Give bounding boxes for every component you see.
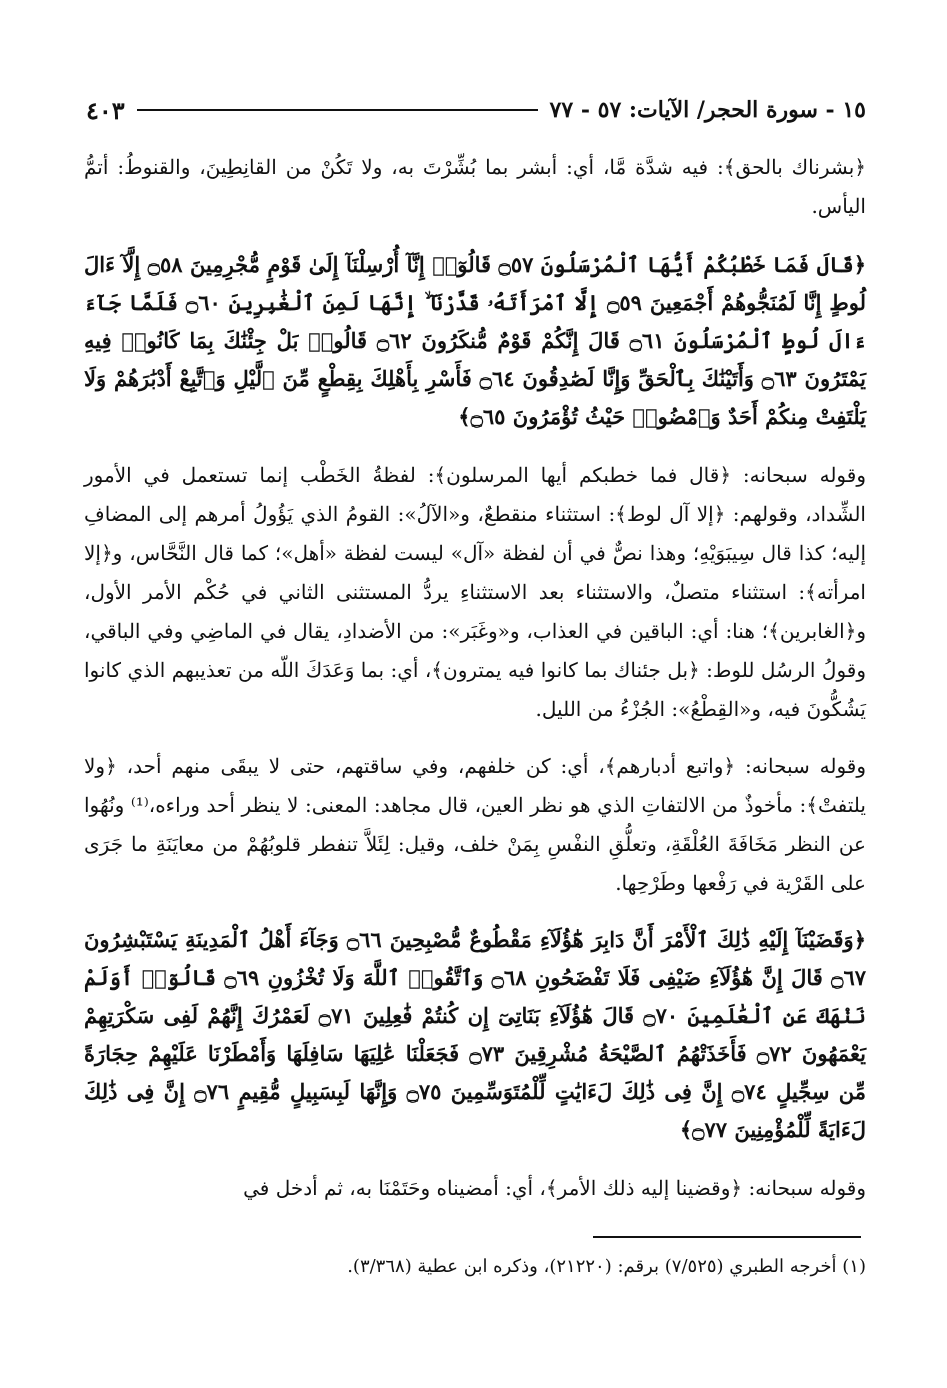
main-text [84,148,866,1226]
header-rule [137,109,538,111]
commentary-paragraph: وقوله سبحانه: ﴿قال فما خطبكم أيها المرسلون﴾: لفظةُ الخَطْب إنما تستعمل في الأمور الشِّداد، وقولهم: ﴿إلا آل لوط﴾: استثناء منقطعٌ، و«الآلُ»: القومُ الذي يَؤُولُ أمرهم إلى المضافِ إليه؛ كذا قال سِيبَوَيْهِ؛ وهذا نصٌّ في أن لفظة «آل» ليست لفظة «أهل»؛ كما قال النَّحَّاس، و﴿إلا امرأته﴾: استثناء متصلٌ، والاستثناء بعد الاستثناءِ يردُّ المستثنى الثاني في حُكْم الأمر الأول، و﴿الغابرين﴾؛ هنا: أي: الباقين في العذاب، و«وغَبَر»: من الأضدادِ، يقال في الماضِي وفي الباقي، وقولُ الرسُل للوط: ﴿بل جئناك بما كانوا فيه يمترون﴾، أي: بما وَعَدَكَ اللّه من تعذيبهم الذي كانوا يَشُكُّونَ فيه، و«القِطْعُ»: الجُزْءُ من الليل. [84,463,866,721]
quran-verses-block: ﴿وَقَضَيْنَآ إِلَيْهِ ذَٰلِكَ ٱلْأَمْرَ أَنَّ دَابِرَ هَٰٓؤُلَآءِ مَقْطُوعٌ مُّصْبِحِينَ ۝٦٦ وَجَآءَ أَهْلُ ٱلْمَدِينَةِ يَسْتَبْشِرُونَ ۝٦٧ قَالَ إِنَّ هَٰٓؤُلَآءِ ضَيْفِى فَلَا تَفْضَحُونِ ۝٦٨ وَٱتَّقُوا۟ ٱللَّهَ وَلَا تُخْزُونِ ۝٦٩ قَالُوٓا۟ أَوَلَمْ نَنْهَكَ عَنِ ٱلْعَٰلَمِينَ ۝٧٠ قَالَ هَٰٓؤُلَآءِ بَنَاتِىٓ إِن كُنتُمْ فَٰعِلِينَ ۝٧١ لَعَمْرُكَ إِنَّهُمْ لَفِى سَكْرَتِهِمْ يَعْمَهُونَ ۝٧٢ فَأَخَذَتْهُمُ ٱلصَّيْحَةُ مُشْرِقِينَ ۝٧٣ فَجَعَلْنَا عَٰلِيَهَا سَافِلَهَا وَأَمْطَرْنَا عَلَيْهِمْ حِجَارَةً مِّن سِجِّيلٍ ۝٧٤ إِنَّ فِى ذَٰلِكَ لَءَايَٰتٍ لِّلْمُتَوَسِّمِينَ ۝٧٥ وَإِنَّهَا لَبِسَبِيلٍ مُّقِيمٍ ۝٧٦ إِنَّ فِى ذَٰلِكَ لَءَايَةً لِّلْمُؤْمِنِينَ ۝٧٧﴾ [84,927,867,1142]
running-header [86,92,866,128]
footnote: (١) أخرجه الطبري (٧/٥٢٥) برقم: (٢١٢٢٠)، وذكره ابن عطية (٣/٣٦٨). [347,1256,866,1277]
commentary-paragraph: ﴿بشرناك بالحق﴾: فيه شدَّة مَّا، أي: أبشر بما بُشِّرْتَ به، ولا تَكُنْ من القانِطِينَ، والقنوطُ: أتمُّ اليأس. [84,155,866,218]
commentary-paragraph: وقوله سبحانه: ﴿واتبع أدبارهم﴾، أي: كن خلفهم، وفي ساقتهم، حتى لا يبقَى منهم أحد، ﴿ولا يلتفتْ﴾: مأخوذٌ من الالتفاتِ الذي هو نظر العين، قال مجاهد: المعنى: لا ينظر أحد وراءه،⁽¹⁾ ونُهُوا عن النظر مَخَافَةَ العُلْقَةِ، وتعلُّقِ النفْسِ بِمَنْ خلف، وقيل: لِئَلاَّ تنفطر قلوبُهُمْ من معايَنَةِ ما جَرَى على القَرْية في رَفْعها وطَرْحِها. [84,754,866,895]
quran-verses-block: ﴿قَالَ فَمَا خَطْبُكُمْ أَيُّهَا ٱلْمُرْسَلُونَ ۝٥٧ قَالُوٓا۟ إِنَّآ أُرْسِلْنَآ إِلَىٰ قَوْمٍ مُّجْرِمِينَ ۝٥٨ إِلَّآ ءَالَ لُوطٍ إِنَّا لَمُنَجُّوهُمْ أَجْمَعِينَ ۝٥٩ إِلَّا ٱمْرَأَتَهُۥ قَدَّرْنَآ ۙ إِنَّهَا لَمِنَ ٱلْغَٰبِرِينَ ۝٦٠ فَلَمَّا جَآءَ ءَالَ لُوطٍ ٱلْمُرْسَلُونَ ۝٦١ قَالَ إِنَّكُمْ قَوْمٌ مُّنكَرُونَ ۝٦٢ قَالُوا۟ بَلْ جِئْنَٰكَ بِمَا كَانُوا۟ فِيهِ يَمْتَرُونَ ۝٦٣ وَأَتَيْنَٰكَ بِٱلْحَقِّ وَإِنَّا لَصَٰدِقُونَ ۝٦٤ فَأَسْرِ بِأَهْلِكَ بِقِطْعٍ مِّنَ ٱلَّيْلِ وَٱتَّبِعْ أَدْبَٰرَهُمْ وَلَا يَلْتَفِتْ مِنكُمْ أَحَدٌ وَٱمْضُوا۟ حَيْثُ تُؤْمَرُونَ ۝٦٥﴾ [84,252,866,429]
header-title: ١٥ - سورة الحجر/ الآيات: ٥٧ - ٧٧ [549,97,866,123]
footnote-separator [593,1236,861,1238]
commentary-paragraph: وقوله سبحانه: ﴿وقضينا إليه ذلك الأمر﴾، أي: أمضيناه وحَتَمْنَا به، ثم أدخل في [243,1176,866,1200]
page-number: ٤٠٣ [86,95,125,125]
